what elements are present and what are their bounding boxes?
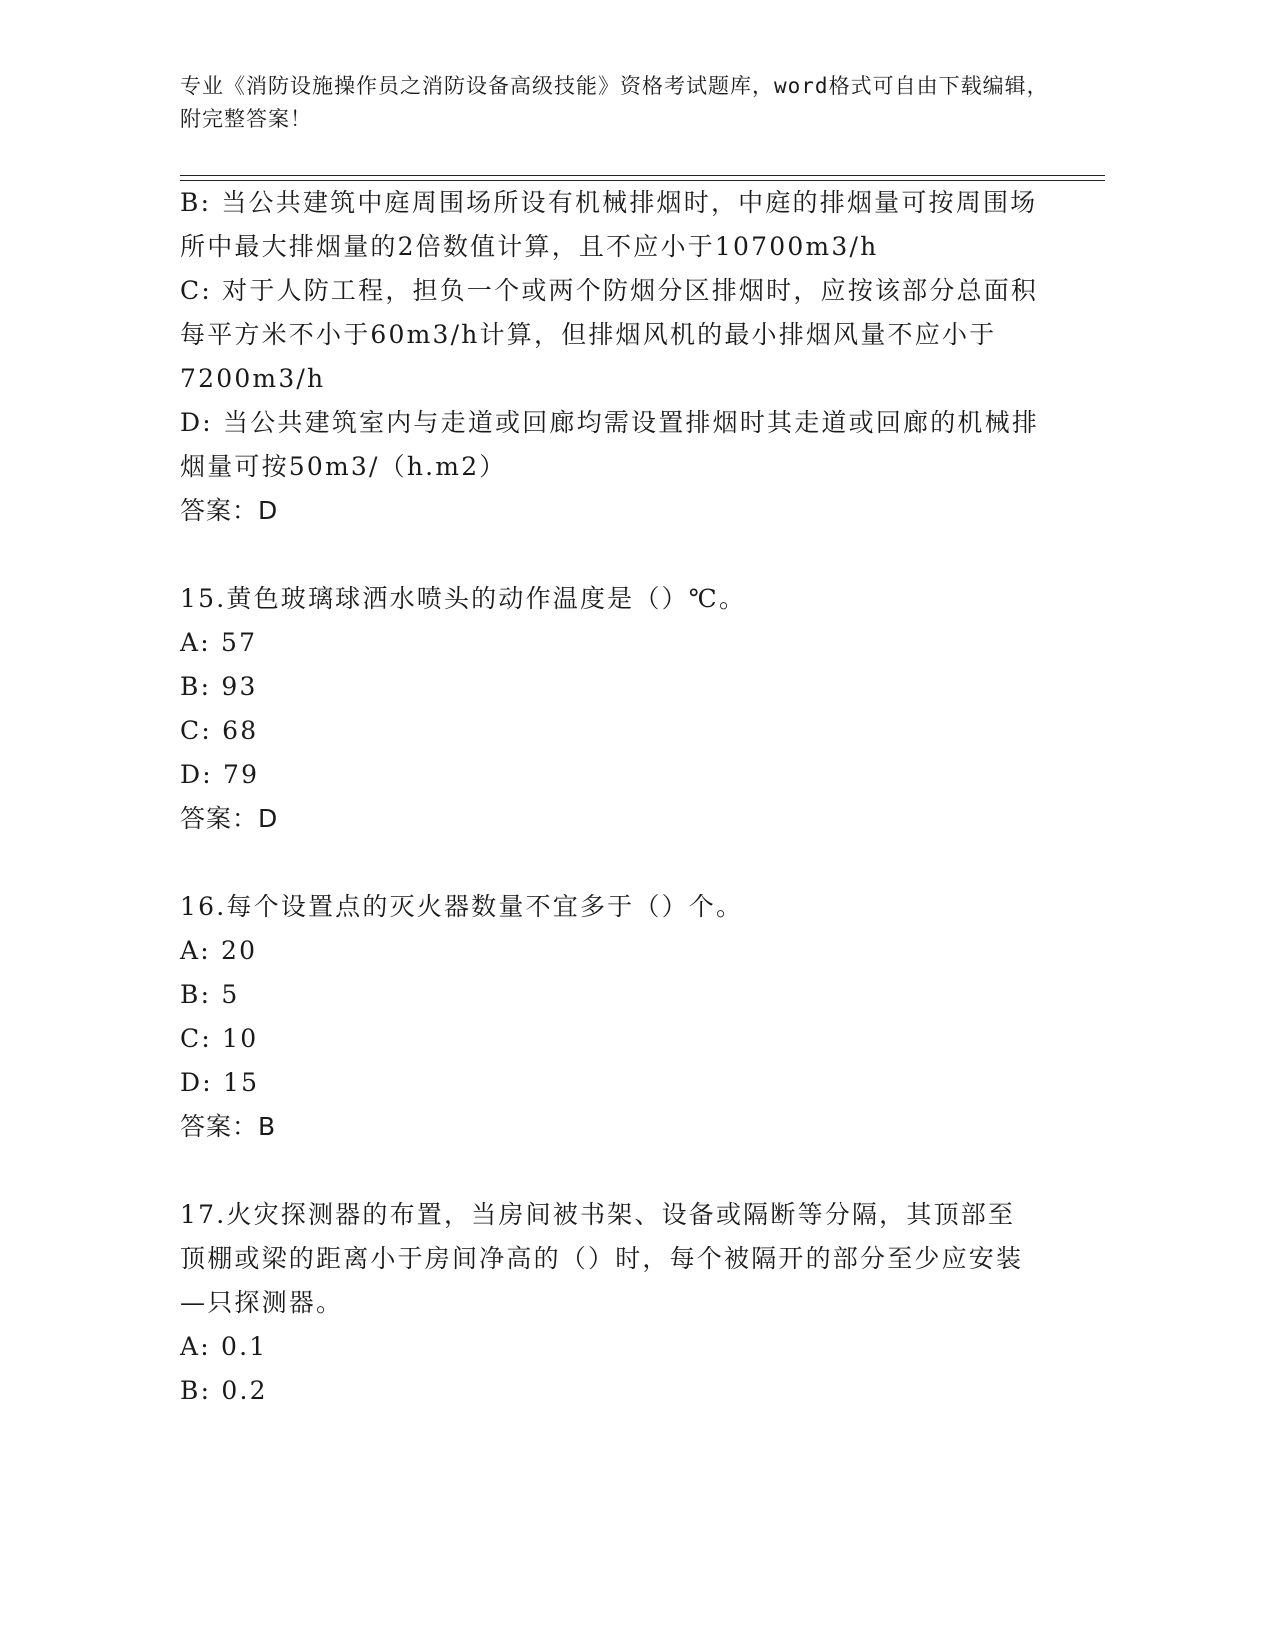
option-c: C: 10 xyxy=(180,1024,259,1053)
option-a: A: 57 xyxy=(180,628,258,657)
option-label: A xyxy=(180,1332,201,1361)
answer-line: 答案：B xyxy=(180,1112,277,1141)
option-text: 对于人防工程，担负一个或两个防烟分区排烟时，应按该部分总面积每平方米不小于60m3/h计算，但排烟风机的最小排烟风量不应小于7200m3/h xyxy=(180,276,1039,393)
option-d: D: 当公共建筑室内与走道或回廊均需设置排烟时其走道或回廊的机械排烟量可按50m3/（h.m2） xyxy=(180,408,1040,481)
option-label: A xyxy=(180,628,201,657)
option-c: C: 68 xyxy=(180,716,259,745)
question-stem: 16.每个设置点的灭火器数量不宜多于（）个。 xyxy=(180,892,744,921)
option-text: 0.2 xyxy=(221,1376,268,1405)
option-label: A xyxy=(180,936,201,965)
answer-line: 答案：D xyxy=(180,496,279,525)
option-text: 93 xyxy=(221,672,258,701)
option-d: D: 79 xyxy=(180,760,260,789)
option-a: A: 20 xyxy=(180,936,258,965)
option-label: B xyxy=(180,1376,201,1405)
question-content xyxy=(180,181,1040,1413)
option-text: 0.1 xyxy=(221,1332,268,1361)
option-label: B xyxy=(180,672,201,701)
question-number: 15 xyxy=(180,584,217,613)
option-b: B: 5 xyxy=(180,980,240,1009)
question-number: 17 xyxy=(180,1200,217,1229)
option-label: C xyxy=(180,716,202,745)
option-text: 57 xyxy=(221,628,258,657)
option-a: A: 0.1 xyxy=(180,1332,268,1361)
page-header: 专业《消防设施操作员之消防设备高级技能》资格考试题库，word格式可自由下载编辑，附完整答案！ xyxy=(180,74,1049,131)
question-stem: 15.黄色玻璃球洒水喷头的动作温度是（）℃。 xyxy=(180,584,747,613)
option-d: D: 15 xyxy=(180,1068,260,1097)
option-label: C xyxy=(180,1024,202,1053)
option-text: 当公共建筑室内与走道或回廊均需设置排烟时其走道或回廊的机械排烟量可按50m3/（h.m2） xyxy=(180,408,1040,481)
question-text: 黄色玻璃球洒水喷头的动作温度是（）℃。 xyxy=(226,584,747,613)
option-text: 68 xyxy=(222,716,259,745)
option-b: B: 0.2 xyxy=(180,1376,268,1405)
option-text: 当公共建筑中庭周围场所设有机械排烟时，中庭的排烟量可按周围场所中最大排烟量的2倍数值计算，且不应小于10700m3/h xyxy=(180,188,1038,261)
option-label: D xyxy=(180,1068,203,1097)
question-text: 每个设置点的灭火器数量不宜多于（）个。 xyxy=(226,892,744,921)
option-label: B xyxy=(180,980,201,1009)
option-label: D xyxy=(180,408,203,437)
header-divider-top xyxy=(180,175,1105,176)
option-text: 20 xyxy=(221,936,258,965)
question-number: 16 xyxy=(180,892,217,921)
question-text: 火灾探测器的布置，当房间被书架、设备或隔断等分隔，其顶部至顶棚或梁的距离小于房间净高的（）时，每个被隔开的部分至少应安装—只探测器。 xyxy=(180,1200,1024,1317)
option-b: B: 当公共建筑中庭周围场所设有机械排烟时，中庭的排烟量可按周围场所中最大排烟量的2倍数值计算，且不应小于10700m3/h xyxy=(180,188,1038,261)
option-text: 10 xyxy=(222,1024,259,1053)
option-label: C xyxy=(180,276,202,305)
option-text: 79 xyxy=(223,760,260,789)
option-text: 15 xyxy=(223,1068,260,1097)
answer-line: 答案：D xyxy=(180,804,279,833)
option-text: 5 xyxy=(221,980,240,1009)
option-label: B xyxy=(180,188,201,217)
option-b: B: 93 xyxy=(180,672,258,701)
option-label: D xyxy=(180,760,203,789)
option-c: C: 对于人防工程，担负一个或两个防烟分区排烟时，应按该部分总面积每平方米不小于60m3/h计算，但排烟风机的最小排烟风量不应小于7200m3/h xyxy=(180,276,1039,393)
question-stem: 17.火灾探测器的布置，当房间被书架、设备或隔断等分隔，其顶部至顶棚或梁的距离小于房间净高的（）时，每个被隔开的部分至少应安装—只探测器。 xyxy=(180,1200,1024,1317)
